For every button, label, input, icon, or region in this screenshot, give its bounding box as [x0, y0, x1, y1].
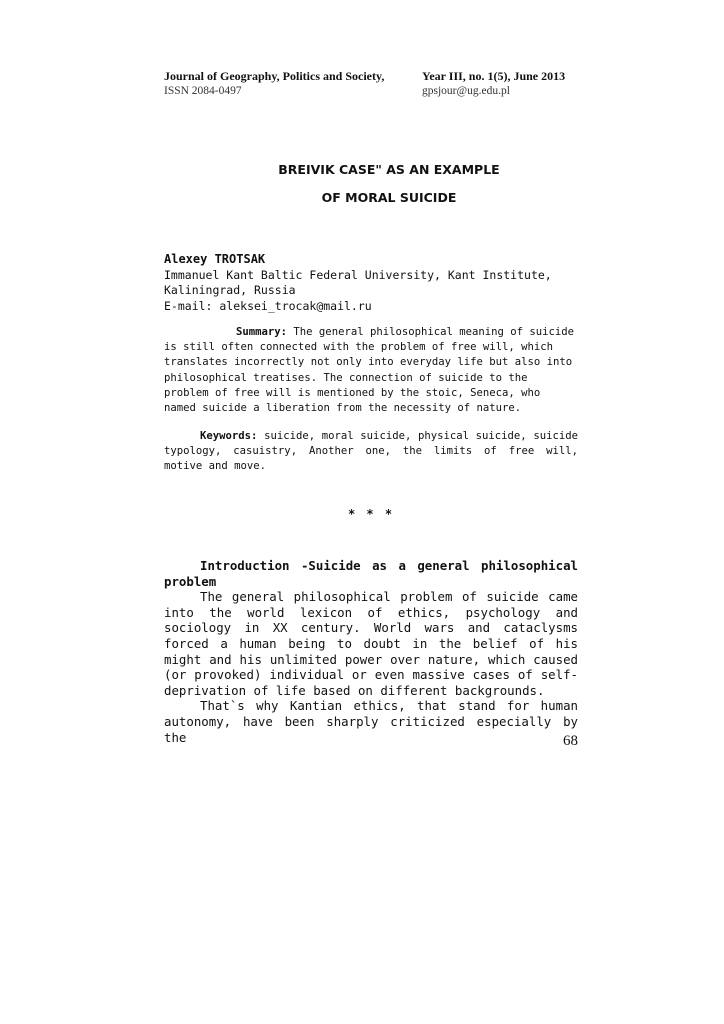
body-paragraph-1: The general philosophical problem of suicide came into the world lexicon of ethics, psychology and sociology in XX century. World wars and cataclysms forced a human being to doubt in the belief of his might and his unlimited power over nature, which caused (or provoked) individual or even massive cases of self-deprivation of life based on different backgrounds. — [164, 589, 578, 698]
issn: ISSN 2084-0497 — [164, 85, 242, 97]
paper-title — [164, 156, 614, 212]
body-paragraph-2: That`s why Kantian ethics, that stand for human autonomy, have been sharply criticized especially by the — [164, 698, 578, 745]
summary-section — [164, 325, 578, 416]
journal-email: gpsjour@ug.edu.pl — [422, 85, 510, 97]
summary-label: Summary: — [236, 326, 288, 338]
issue-info: Year III, no. 1(5), June 2013 — [422, 69, 566, 83]
section-separator: * * * — [347, 507, 395, 521]
author-name: Alexey TROTSAK — [164, 252, 266, 266]
author-affiliation-line-1: Immanuel Kant Baltic Federal University, Kant Institute, — [164, 267, 552, 282]
keywords-section — [164, 429, 578, 475]
keywords-text: suicide, moral suicide, physical suicide, suicide typology, casuistry, Another one, the limits of free will, motive and move. — [164, 430, 578, 473]
author-affiliation-line-2: Kaliningrad, Russia — [164, 283, 296, 297]
keywords-label: Keywords: — [200, 430, 258, 442]
journal-name: Journal of Geography, Politics and Society, — [164, 69, 385, 83]
author-email: E-mail: aleksei_trocak@mail.ru — [164, 298, 372, 313]
author-block — [164, 252, 578, 314]
introduction-section — [164, 558, 578, 745]
running-header — [164, 69, 574, 99]
section-heading — [164, 558, 578, 589]
summary-text: The general philosophical meaning of suicide is still often connected with the problem of free will, which translates incorrectly not only into everyday life but also into philosophical treatises. The connection of suicide to the problem of free will is mentioned by the stoic, Seneca, who named suicide a liberation from the necessity of nature. — [164, 326, 575, 415]
page-number: 68 — [563, 733, 578, 749]
section-heading-text: Introduction -Suicide as a general philosophical problem — [164, 558, 578, 589]
title-line-1: BREIVIK CASE" AS AN EXAMPLE — [278, 162, 500, 177]
title-line-2: OF MORAL SUICIDE — [321, 190, 457, 205]
